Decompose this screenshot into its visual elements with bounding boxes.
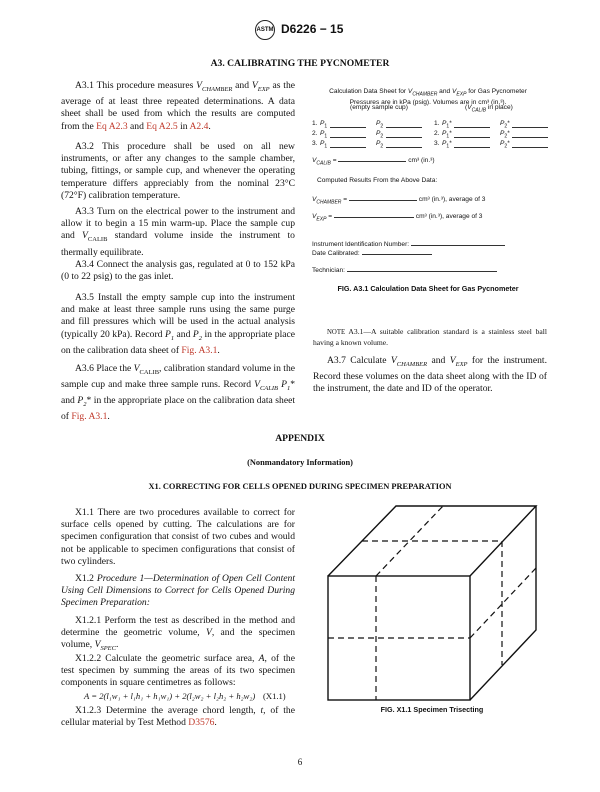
- appendix-subtitle: (Nonmandatory Information): [247, 458, 353, 467]
- para-a3-5: A3.5 Install the empty sample cup into the instrument and make at least three sample runs using the same purge and fill pressures which will be used in the actual analysis (typically 20 kPa). Record $P_1$ and $P_2$ in the appropriate place on the calibration data sheet of Fig. A3.1.: [61, 292, 296, 356]
- para-x1-1: X1.1 There are two procedures available to correct for surface cells opened by cutting. The calculations are for specimen configuration that consist of two cubes and would not be applicable to specimen configurations that consist of two cylinders.: [61, 507, 295, 567]
- para-a3-1: A3.1 This procedure measures $V_{CHAMBER}$ and $V_{EXP}$ as the average of at least three repeated determinations. A data sheet shall be used from which the results are computed from the Eq A2.3 and Eq A2.5 in A2.4.: [61, 80, 295, 132]
- col-left-header: (empty sample cup): [350, 104, 408, 111]
- section-a3-title: A3. CALIBRATING THE PYCNOMETER: [210, 58, 390, 69]
- d3576-link[interactable]: D3576: [188, 717, 215, 729]
- equation-x1-1: A = 2(l₁w₁ + l₁h₁ + h₁w₁) + 2(l₂w₂ + l₂h₂ + h₂w₂): [84, 691, 256, 701]
- equation-x1-1-number: (X1.1): [263, 691, 286, 701]
- specimen-trisecting-figure: [318, 498, 546, 708]
- col-right-header: ($V_{CALIB}$ in place): [465, 104, 513, 114]
- computed-label: Computed Results From the Above Data:: [317, 177, 438, 184]
- page-number: 6: [297, 757, 303, 767]
- a2-4-link[interactable]: A2.4: [189, 120, 209, 132]
- instrument-line: Instrument Identification Number:: [312, 241, 505, 249]
- vchamber-line: $V_{CHAMBER} = cm^3$ (in.³), average of 3: [312, 196, 486, 206]
- para-x1-2-2: X1.2.2 Calculate the geometric surface area, A, of the test specimen by summing the areas of its two specimen components in square centimetres as follows:: [61, 653, 295, 689]
- para-a3-2: A3.2 This procedure shall be used on all new instruments, or after any changes to the sample chamber, tubing, fittings, or sample cup, and whenever the operating temperature differs appreciably from the nominal 23°C (72°F) calibration temperature.: [61, 141, 295, 201]
- para-a3-3: A3.3 Turn on the electrical power to the instrument and allow it to begin a 15 min warm-up. Place the sample cup and $V_{CALIB}$ standard volume inside the instrument to thermally equilibrate.: [61, 206, 295, 258]
- eq-a2-3-link[interactable]: Eq A2.3: [96, 120, 128, 132]
- eq-a2-5-link[interactable]: Eq A2.5: [146, 120, 178, 132]
- cube-right-face: [470, 506, 536, 700]
- para-x1-2: X1.2 Procedure 1—Determination of Open Cell Content Using Cell Dimensions to Correct for Cells Opened During Specimen Preparation:: [61, 573, 295, 609]
- para-x1-2-1: X1.2.1 Perform the test as described in the method and determine the geometric volume, V, and the specimen volume, $V_{SPEC}$.: [61, 615, 296, 653]
- fig-a3-1-link-2[interactable]: Fig. A3.1: [71, 411, 108, 423]
- technician-line: Technician:: [312, 267, 497, 275]
- para-x1-2-3: X1.2.3 Determine the average chord length, t, of the cellular material by Test Method D3576.: [61, 705, 295, 729]
- data-sheet-rows: 1. $P_1$ $P_2$ 1. $P_1*$ $P_2*$ 2. $P_1$ $P_2$ 2. $P_1*$ $P_2*$ 3. $P_1$ $P_2$ 3. $P_1*$ $P_2*$: [312, 120, 552, 150]
- vcalib-line: $V_{CALIB} = cm^3$ (in.³): [312, 157, 435, 167]
- astm-logo-icon: ASTM: [255, 20, 275, 40]
- data-sheet-title: Calculation Data Sheet for $V_{CHAMBER}$ and $V_{EXP}$ for Gas Pycnometer Pressures are in kPa (psig). Volumes are in cm³ (in.³).: [329, 88, 527, 106]
- para-a3-7: A3.7 Calculate $V_{CHAMBER}$ and $V_{EXP}$ for the instrument. Record these volumes on the data sheet along with the ID of the instrument, the date and ID of the operator.: [313, 355, 547, 395]
- note-a3-1: NOTE A3.1—A suitable calibration standard is a stainless steel ball having a known volume.: [313, 327, 547, 347]
- date-line: Date Calibrated:: [312, 250, 432, 258]
- x1-section-title: X1. CORRECTING FOR CELLS OPENED DURING SPECIMEN PREPARATION: [148, 482, 452, 491]
- appendix-title: APPENDIX: [275, 433, 325, 444]
- fig-x1-1-caption: FIG. X1.1 Specimen Trisecting: [380, 705, 484, 714]
- para-a3-4: A3.4 Connect the analysis gas, regulated at 0 to 152 kPa (0 to 22 psig) to the gas inlet.: [61, 259, 295, 283]
- fig-a3-1-caption: FIG. A3.1 Calculation Data Sheet for Gas Pycnometer: [337, 284, 519, 293]
- trisect-dashed-lines: [328, 506, 536, 700]
- fig-a3-1-link[interactable]: Fig. A3.1: [181, 344, 218, 356]
- vexp-line: $V_{EXP} = cm^3$ (in.³), average of 3: [312, 213, 483, 223]
- designation: D6226 − 15: [281, 22, 344, 36]
- para-a3-6: A3.6 Place the $V_{CALIB}$, calibration standard volume in the sample cup and make three sample runs. Record $V_{CALIB}$ $P_1*$ and $P_2*$ in the appropriate place on the calibration data sheet of Fig. A3.1.: [61, 363, 295, 423]
